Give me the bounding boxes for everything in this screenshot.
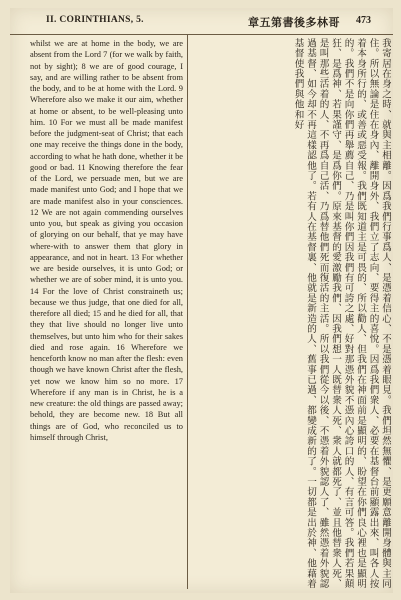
chinese-passage: 我寄居在身之時、就與主相離。因爲我們行事爲人、是憑着信心、不是憑着眼見。我們坦然無懼、是更願意離開身體與主同住。所以無論是住在身內、離開身外、我們立了志向、要得主的喜悅。因爲我們衆人、必要在基督台前顯露出來、叫各人按着本身所行的、或善或惡受報。我們既知道主是可畏的、所以勸人、但我們在神面前是顯明的、盼望在你們良心裡也是顯明的。我們不是向你們再舉薦自己、乃是叫你們因我們有可誇之處、好對那憑外貌不憑內心誇口的人、有言可答。我們若果顛狂、是爲神、若果謹守、是爲你們。原來基督的愛激勵我們、因我們想一人既替衆人死、衆人就都死了、並且他替衆人死、是叫那些活着的人、不再爲自己活、乃爲替他們死而復活的主活。所以我們從今以後、不憑着外貌認人了、雖然憑着外貌認過基督、如今却不再這樣認他了。若有人在基督裏、他就是新造的人、舊事已過、都變成新的了。一切都是出於神、他藉着基督使我們與他和好 [292,38,391,589]
page-number: 473 [356,15,371,26]
book-chapter-heading: II. CORINTHIANS, 5. [46,15,144,25]
chinese-chapter-heading: 章五第書後多林哥 [248,16,340,29]
english-text-column [30,38,183,591]
chinese-text-column [191,38,391,590]
english-passage: whilst we are at home in the body, we are absent from the Lord 7 (for we walk by faith, not by sight); 8 we are of good courage, I say, and are willing rather to be absent from the body, and to be at home with the Lord. 9 Wherefore also we make it our aim, whether at home or absent, to be well-pleasing unto him. 10 For we must all be made manifest before the judgment-seat of Christ; that each one may receive the things done in the body, according to what he hath done, whether it be good or bad. 11 Knowing therefore the fear of the Lord, we persuade men, but we are made manifest unto God; and I hope that we are made manifest also in your consciences. 12 We are not again commending ourselves unto you, but speak as giving you occasion of glorying on our behalf, that ye may have where-with to answer them that glory in appearance, and not in heart. 13 For whether we are beside ourselves, it is unto God; or whether we are of sober mind, it is unto you. 14 For the love of Christ constraineth us; because we thus judge, that one died for all, therefore all died; 15 and he died for all, that they that live should no longer live unto themselves, but unto him who for their sakes died and rose again. 16 Wherefore we henceforth know no man after the flesh: even though we have known Christ after the flesh, yet now we know him so no more. 17 Wherefore if any man is in Christ, he is a new creature: the old things are passed away; behold, they are become new. 18 But all things are of God, who reconciled us to himself through Christ, [30,39,183,442]
bible-page [10,8,393,593]
page-header [10,8,393,35]
column-divider [187,34,188,589]
